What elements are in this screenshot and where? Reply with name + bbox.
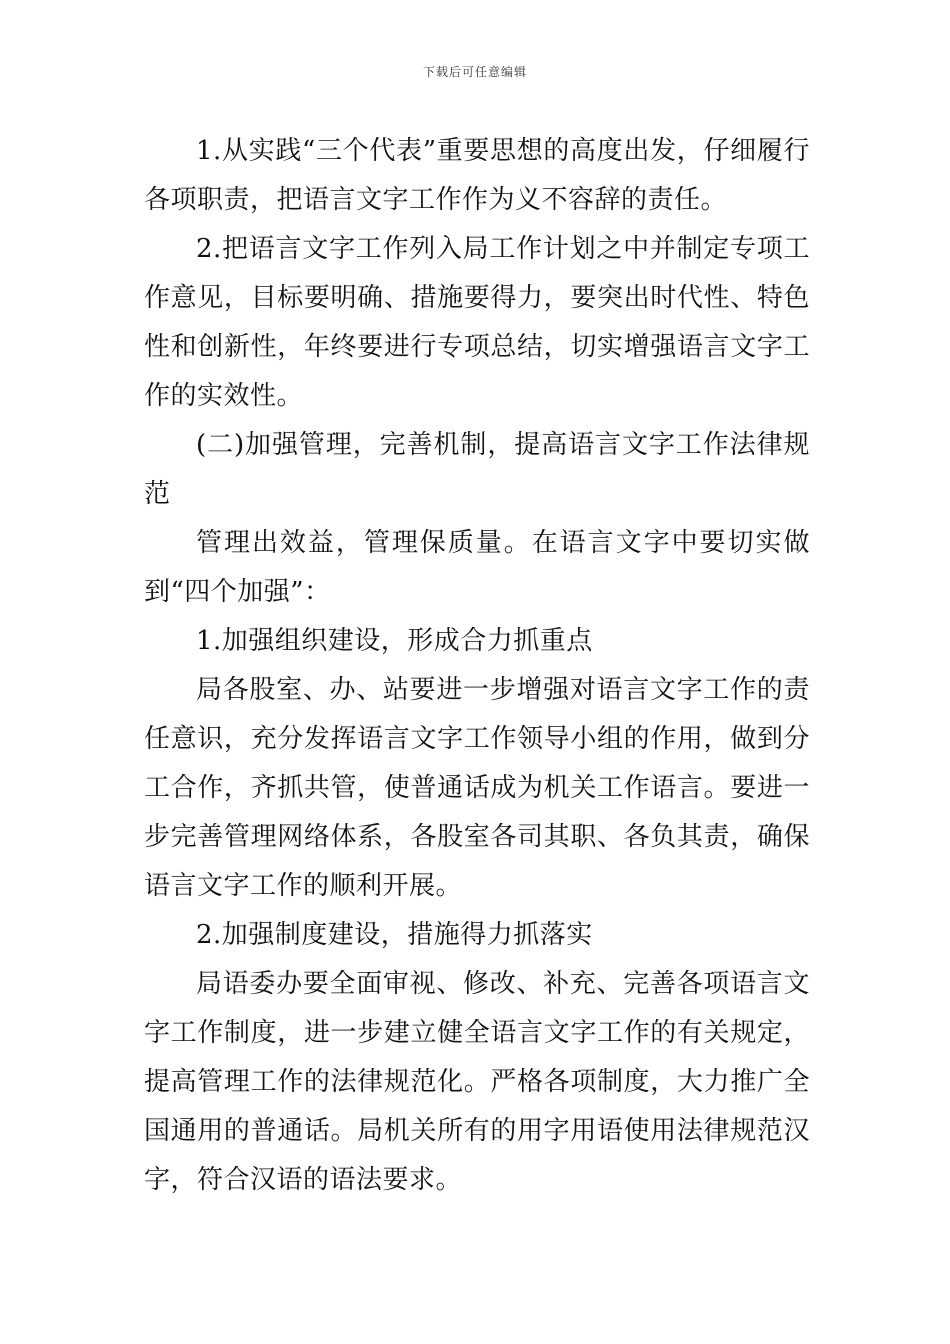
paragraph: 1.从实践“三个代表”重要思想的高度出发，仔细履行各项职责，把语言文字工作作为义不容辞的责任。 [144,136,810,215]
section-heading: (二)加强管理，完善机制，提高语言文字工作法律规范 [144,430,810,509]
page-header: 下载后可任意编辑 [422,65,527,79]
document-body [144,127,810,1205]
paragraph: 局各股室、办、站要进一步增强对语言文字工作的责任意识，充分发挥语言文字工作领导小组的作用，做到分工合作，齐抓共管，使普通话成为机关工作语言。要进一步完善管理网络体系，各股室各司其职、各负其责，确保语言文字工作的顺利开展。 [144,675,810,901]
paragraph: 局语委办要全面审视、修改、补充、完善各项语言文字工作制度，进一步建立健全语言文字工作的有关规定，提高管理工作的法律规范化。严格各项制度，大力推广全国通用的普通话。局机关所有的用字用语使用法律规范汉字，符合汉语的语法要求。 [144,969,810,1195]
paragraph: 管理出效益，管理保质量。在语言文字中要切实做到“四个加强”： [144,528,810,607]
subheading: 1.加强组织建设，形成合力抓重点 [196,626,593,656]
subheading: 2.加强制度建设，措施得力抓落实 [196,920,593,950]
paragraph: 2.把语言文字工作列入局工作计划之中并制定专项工作意见，目标要明确、措施要得力，要突出时代性、特色性和创新性，年终要进行专项总结，切实增强语言文字工作的实效性。 [144,234,810,411]
